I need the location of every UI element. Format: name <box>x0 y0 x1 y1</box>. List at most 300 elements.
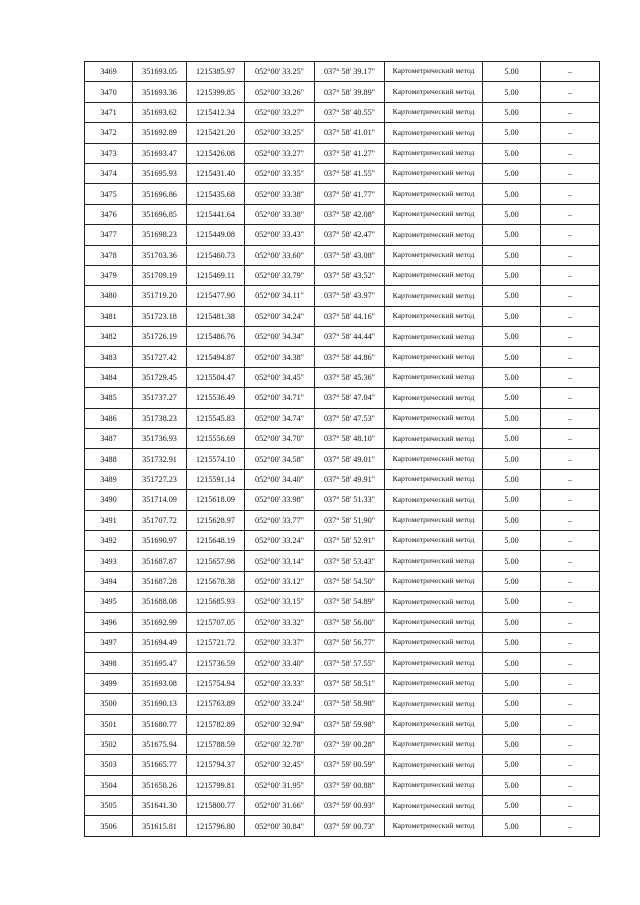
accuracy-cell: 5.00 <box>483 632 541 652</box>
x-coordinate-cell: 351723.18 <box>133 306 187 326</box>
accuracy-cell: 5.00 <box>483 327 541 347</box>
accuracy-cell: 5.00 <box>483 734 541 754</box>
x-coordinate-cell: 351737.27 <box>133 388 187 408</box>
method-cell: Картометрический метод <box>385 184 483 204</box>
x-coordinate-cell: 351738.23 <box>133 408 187 428</box>
note-cell: – <box>541 306 600 326</box>
point-number-cell: 3484 <box>85 367 133 387</box>
point-number-cell: 3504 <box>85 775 133 795</box>
method-cell: Картометрический метод <box>385 408 483 428</box>
point-number-cell: 3499 <box>85 673 133 693</box>
table-row <box>85 123 600 143</box>
accuracy-cell: 5.00 <box>483 796 541 816</box>
y-coordinate-cell: 1215504.47 <box>187 367 245 387</box>
point-number-cell: 3500 <box>85 694 133 714</box>
latitude-cell: 052°00' 33.37" <box>245 632 315 652</box>
note-cell: – <box>541 571 600 591</box>
method-cell: Картометрический метод <box>385 327 483 347</box>
longitude-cell: 037° 58' 44.86" <box>315 347 385 367</box>
latitude-cell: 052°00' 33.79" <box>245 265 315 285</box>
accuracy-cell: 5.00 <box>483 286 541 306</box>
longitude-cell: 037° 58' 59.98" <box>315 714 385 734</box>
accuracy-cell: 5.00 <box>483 755 541 775</box>
method-cell: Картометрический метод <box>385 82 483 102</box>
accuracy-cell: 5.00 <box>483 62 541 82</box>
y-coordinate-cell: 1215782.89 <box>187 714 245 734</box>
x-coordinate-cell: 351680.77 <box>133 714 187 734</box>
method-cell: Картометрический метод <box>385 775 483 795</box>
x-coordinate-cell: 351687.28 <box>133 571 187 591</box>
longitude-cell: 037° 58' 58.51" <box>315 673 385 693</box>
note-cell: – <box>541 184 600 204</box>
point-number-cell: 3496 <box>85 612 133 632</box>
longitude-cell: 037° 58' 39.17" <box>315 62 385 82</box>
latitude-cell: 052°00' 34.34" <box>245 327 315 347</box>
point-number-cell: 3471 <box>85 102 133 122</box>
table-row <box>85 796 600 816</box>
accuracy-cell: 5.00 <box>483 714 541 734</box>
note-cell: – <box>541 449 600 469</box>
note-cell: – <box>541 204 600 224</box>
table-row <box>85 184 600 204</box>
accuracy-cell: 5.00 <box>483 490 541 510</box>
note-cell: – <box>541 755 600 775</box>
point-number-cell: 3502 <box>85 734 133 754</box>
x-coordinate-cell: 351690.13 <box>133 694 187 714</box>
y-coordinate-cell: 1215799.81 <box>187 775 245 795</box>
y-coordinate-cell: 1215431.40 <box>187 163 245 183</box>
point-number-cell: 3488 <box>85 449 133 469</box>
method-cell: Картометрический метод <box>385 734 483 754</box>
x-coordinate-cell: 351615.81 <box>133 816 187 836</box>
table-row <box>85 82 600 102</box>
latitude-cell: 052°00' 34.71" <box>245 388 315 408</box>
longitude-cell: 037° 58' 41.55" <box>315 163 385 183</box>
x-coordinate-cell: 351688.08 <box>133 592 187 612</box>
latitude-cell: 052°00' 33.27" <box>245 143 315 163</box>
x-coordinate-cell: 351727.42 <box>133 347 187 367</box>
coordinates-table <box>84 61 600 837</box>
table-row <box>85 612 600 632</box>
accuracy-cell: 5.00 <box>483 775 541 795</box>
method-cell: Картометрический метод <box>385 816 483 836</box>
method-cell: Картометрический метод <box>385 755 483 775</box>
y-coordinate-cell: 1215678.38 <box>187 571 245 591</box>
x-coordinate-cell: 351693.08 <box>133 673 187 693</box>
latitude-cell: 052°00' 33.24" <box>245 530 315 550</box>
table-row <box>85 367 600 387</box>
method-cell: Картометрический метод <box>385 388 483 408</box>
table-row <box>85 388 600 408</box>
table-row <box>85 204 600 224</box>
longitude-cell: 037° 58' 53.43" <box>315 551 385 571</box>
table-row <box>85 102 600 122</box>
latitude-cell: 052°00' 33.60" <box>245 245 315 265</box>
method-cell: Картометрический метод <box>385 796 483 816</box>
y-coordinate-cell: 1215399.85 <box>187 82 245 102</box>
longitude-cell: 037° 58' 56.00" <box>315 612 385 632</box>
method-cell: Картометрический метод <box>385 571 483 591</box>
note-cell: – <box>541 530 600 550</box>
accuracy-cell: 5.00 <box>483 306 541 326</box>
note-cell: – <box>541 347 600 367</box>
point-number-cell: 3480 <box>85 286 133 306</box>
table-row <box>85 306 600 326</box>
point-number-cell: 3483 <box>85 347 133 367</box>
table-row <box>85 408 600 428</box>
longitude-cell: 037° 59' 00.28" <box>315 734 385 754</box>
accuracy-cell: 5.00 <box>483 571 541 591</box>
point-number-cell: 3487 <box>85 429 133 449</box>
y-coordinate-cell: 1215412.34 <box>187 102 245 122</box>
longitude-cell: 037° 58' 58.98" <box>315 694 385 714</box>
point-number-cell: 3473 <box>85 143 133 163</box>
x-coordinate-cell: 351696.85 <box>133 204 187 224</box>
table-row <box>85 245 600 265</box>
point-number-cell: 3485 <box>85 388 133 408</box>
table-row <box>85 347 600 367</box>
accuracy-cell: 5.00 <box>483 245 541 265</box>
x-coordinate-cell: 351641.30 <box>133 796 187 816</box>
longitude-cell: 037° 58' 44.16" <box>315 306 385 326</box>
method-cell: Картометрический метод <box>385 612 483 632</box>
accuracy-cell: 5.00 <box>483 225 541 245</box>
y-coordinate-cell: 1215800.77 <box>187 796 245 816</box>
latitude-cell: 052°00' 31.95" <box>245 775 315 795</box>
accuracy-cell: 5.00 <box>483 123 541 143</box>
accuracy-cell: 5.00 <box>483 653 541 673</box>
accuracy-cell: 5.00 <box>483 673 541 693</box>
method-cell: Картометрический метод <box>385 225 483 245</box>
latitude-cell: 052°00' 33.14" <box>245 551 315 571</box>
longitude-cell: 037° 58' 43.52" <box>315 265 385 285</box>
point-number-cell: 3478 <box>85 245 133 265</box>
accuracy-cell: 5.00 <box>483 429 541 449</box>
longitude-cell: 037° 58' 52.91" <box>315 530 385 550</box>
note-cell: – <box>541 694 600 714</box>
point-number-cell: 3494 <box>85 571 133 591</box>
x-coordinate-cell: 351693.36 <box>133 82 187 102</box>
note-cell: – <box>541 143 600 163</box>
table-row <box>85 775 600 795</box>
y-coordinate-cell: 1215494.87 <box>187 347 245 367</box>
longitude-cell: 037° 58' 43.08" <box>315 245 385 265</box>
y-coordinate-cell: 1215707.05 <box>187 612 245 632</box>
table-row <box>85 327 600 347</box>
longitude-cell: 037° 58' 49.01" <box>315 449 385 469</box>
table-row <box>85 755 600 775</box>
table-row <box>85 265 600 285</box>
table-row <box>85 653 600 673</box>
longitude-cell: 037° 58' 54.89" <box>315 592 385 612</box>
latitude-cell: 052°00' 33.12" <box>245 571 315 591</box>
table-row <box>85 225 600 245</box>
y-coordinate-cell: 1215591.14 <box>187 469 245 489</box>
method-cell: Картометрический метод <box>385 510 483 530</box>
x-coordinate-cell: 351695.93 <box>133 163 187 183</box>
y-coordinate-cell: 1215794.37 <box>187 755 245 775</box>
y-coordinate-cell: 1215628.97 <box>187 510 245 530</box>
latitude-cell: 052°00' 33.77" <box>245 510 315 530</box>
point-number-cell: 3472 <box>85 123 133 143</box>
longitude-cell: 037° 58' 43.97" <box>315 286 385 306</box>
point-number-cell: 3501 <box>85 714 133 734</box>
latitude-cell: 052°00' 34.11" <box>245 286 315 306</box>
x-coordinate-cell: 351692.99 <box>133 612 187 632</box>
method-cell: Картометрический метод <box>385 469 483 489</box>
method-cell: Картометрический метод <box>385 714 483 734</box>
accuracy-cell: 5.00 <box>483 265 541 285</box>
x-coordinate-cell: 351709.19 <box>133 265 187 285</box>
table-row <box>85 429 600 449</box>
method-cell: Картометрический метод <box>385 245 483 265</box>
note-cell: – <box>541 510 600 530</box>
accuracy-cell: 5.00 <box>483 184 541 204</box>
longitude-cell: 037° 58' 42.08" <box>315 204 385 224</box>
table-row <box>85 816 600 836</box>
accuracy-cell: 5.00 <box>483 694 541 714</box>
longitude-cell: 037° 58' 47.04" <box>315 388 385 408</box>
latitude-cell: 052°00' 33.25" <box>245 123 315 143</box>
table-body <box>85 62 600 837</box>
x-coordinate-cell: 351665.77 <box>133 755 187 775</box>
table-row <box>85 592 600 612</box>
table-row <box>85 449 600 469</box>
method-cell: Картометрический метод <box>385 653 483 673</box>
y-coordinate-cell: 1215385.97 <box>187 62 245 82</box>
note-cell: – <box>541 367 600 387</box>
longitude-cell: 037° 59' 00.93" <box>315 796 385 816</box>
note-cell: – <box>541 429 600 449</box>
y-coordinate-cell: 1215574.10 <box>187 449 245 469</box>
accuracy-cell: 5.00 <box>483 592 541 612</box>
note-cell: – <box>541 245 600 265</box>
x-coordinate-cell: 351696.86 <box>133 184 187 204</box>
table-row <box>85 571 600 591</box>
note-cell: – <box>541 796 600 816</box>
x-coordinate-cell: 351694.49 <box>133 632 187 652</box>
point-number-cell: 3497 <box>85 632 133 652</box>
method-cell: Картометрический метод <box>385 347 483 367</box>
accuracy-cell: 5.00 <box>483 469 541 489</box>
point-number-cell: 3470 <box>85 82 133 102</box>
latitude-cell: 052°00' 33.38" <box>245 184 315 204</box>
point-number-cell: 3475 <box>85 184 133 204</box>
method-cell: Картометрический метод <box>385 429 483 449</box>
table-row <box>85 530 600 550</box>
method-cell: Картометрический метод <box>385 673 483 693</box>
accuracy-cell: 5.00 <box>483 347 541 367</box>
longitude-cell: 037° 58' 44.44" <box>315 327 385 347</box>
y-coordinate-cell: 1215536.49 <box>187 388 245 408</box>
x-coordinate-cell: 351707.72 <box>133 510 187 530</box>
point-number-cell: 3498 <box>85 653 133 673</box>
point-number-cell: 3474 <box>85 163 133 183</box>
note-cell: – <box>541 163 600 183</box>
note-cell: – <box>541 612 600 632</box>
longitude-cell: 037° 58' 51.33" <box>315 490 385 510</box>
table-row <box>85 673 600 693</box>
method-cell: Картометрический метод <box>385 632 483 652</box>
latitude-cell: 052°00' 33.25" <box>245 62 315 82</box>
point-number-cell: 3477 <box>85 225 133 245</box>
note-cell: – <box>541 551 600 571</box>
longitude-cell: 037° 58' 41.77" <box>315 184 385 204</box>
y-coordinate-cell: 1215421.20 <box>187 123 245 143</box>
x-coordinate-cell: 351726.19 <box>133 327 187 347</box>
note-cell: – <box>541 653 600 673</box>
longitude-cell: 037° 58' 49.91" <box>315 469 385 489</box>
point-number-cell: 3490 <box>85 490 133 510</box>
longitude-cell: 037° 58' 54.50" <box>315 571 385 591</box>
method-cell: Картометрический метод <box>385 592 483 612</box>
x-coordinate-cell: 351693.47 <box>133 143 187 163</box>
table-row <box>85 632 600 652</box>
note-cell: – <box>541 632 600 652</box>
y-coordinate-cell: 1215441.64 <box>187 204 245 224</box>
latitude-cell: 052°00' 33.24" <box>245 694 315 714</box>
longitude-cell: 037° 58' 41.27" <box>315 143 385 163</box>
x-coordinate-cell: 351698.23 <box>133 225 187 245</box>
x-coordinate-cell: 351695.47 <box>133 653 187 673</box>
longitude-cell: 037° 58' 40.55" <box>315 102 385 122</box>
note-cell: – <box>541 327 600 347</box>
point-number-cell: 3495 <box>85 592 133 612</box>
note-cell: – <box>541 816 600 836</box>
point-number-cell: 3493 <box>85 551 133 571</box>
y-coordinate-cell: 1215796.80 <box>187 816 245 836</box>
accuracy-cell: 5.00 <box>483 408 541 428</box>
note-cell: – <box>541 102 600 122</box>
method-cell: Картометрический метод <box>385 551 483 571</box>
y-coordinate-cell: 1215788.59 <box>187 734 245 754</box>
note-cell: – <box>541 265 600 285</box>
y-coordinate-cell: 1215469.11 <box>187 265 245 285</box>
latitude-cell: 052°00' 31.66" <box>245 796 315 816</box>
accuracy-cell: 5.00 <box>483 551 541 571</box>
method-cell: Картометрический метод <box>385 490 483 510</box>
y-coordinate-cell: 1215657.98 <box>187 551 245 571</box>
note-cell: – <box>541 286 600 306</box>
x-coordinate-cell: 351727.23 <box>133 469 187 489</box>
latitude-cell: 052°00' 34.24" <box>245 306 315 326</box>
y-coordinate-cell: 1215754.94 <box>187 673 245 693</box>
x-coordinate-cell: 351675.94 <box>133 734 187 754</box>
longitude-cell: 037° 58' 57.55" <box>315 653 385 673</box>
table-row <box>85 163 600 183</box>
latitude-cell: 052°00' 33.35" <box>245 163 315 183</box>
latitude-cell: 052°00' 34.38" <box>245 347 315 367</box>
table-row <box>85 469 600 489</box>
latitude-cell: 052°00' 34.58" <box>245 449 315 469</box>
table-row <box>85 62 600 82</box>
accuracy-cell: 5.00 <box>483 367 541 387</box>
y-coordinate-cell: 1215556.69 <box>187 429 245 449</box>
y-coordinate-cell: 1215481.38 <box>187 306 245 326</box>
x-coordinate-cell: 351692.89 <box>133 123 187 143</box>
accuracy-cell: 5.00 <box>483 388 541 408</box>
latitude-cell: 052°00' 33.43" <box>245 225 315 245</box>
x-coordinate-cell: 351687.87 <box>133 551 187 571</box>
accuracy-cell: 5.00 <box>483 612 541 632</box>
latitude-cell: 052°00' 34.74" <box>245 408 315 428</box>
point-number-cell: 3492 <box>85 530 133 550</box>
latitude-cell: 052°00' 30.84" <box>245 816 315 836</box>
point-number-cell: 3481 <box>85 306 133 326</box>
method-cell: Картометрический метод <box>385 204 483 224</box>
accuracy-cell: 5.00 <box>483 143 541 163</box>
latitude-cell: 052°00' 33.32" <box>245 612 315 632</box>
latitude-cell: 052°00' 33.15" <box>245 592 315 612</box>
note-cell: – <box>541 734 600 754</box>
accuracy-cell: 5.00 <box>483 816 541 836</box>
accuracy-cell: 5.00 <box>483 204 541 224</box>
point-number-cell: 3479 <box>85 265 133 285</box>
x-coordinate-cell: 351693.05 <box>133 62 187 82</box>
note-cell: – <box>541 775 600 795</box>
method-cell: Картометрический метод <box>385 449 483 469</box>
method-cell: Картометрический метод <box>385 62 483 82</box>
table-row <box>85 143 600 163</box>
latitude-cell: 052°00' 34.45" <box>245 367 315 387</box>
note-cell: – <box>541 490 600 510</box>
accuracy-cell: 5.00 <box>483 510 541 530</box>
y-coordinate-cell: 1215685.93 <box>187 592 245 612</box>
longitude-cell: 037° 59' 00.59" <box>315 755 385 775</box>
longitude-cell: 037° 58' 56.77" <box>315 632 385 652</box>
method-cell: Картометрический метод <box>385 143 483 163</box>
point-number-cell: 3482 <box>85 327 133 347</box>
method-cell: Картометрический метод <box>385 102 483 122</box>
longitude-cell: 037° 58' 48.10" <box>315 429 385 449</box>
x-coordinate-cell: 351736.93 <box>133 429 187 449</box>
y-coordinate-cell: 1215449.08 <box>187 225 245 245</box>
x-coordinate-cell: 351732.91 <box>133 449 187 469</box>
method-cell: Картометрический метод <box>385 265 483 285</box>
point-number-cell: 3489 <box>85 469 133 489</box>
longitude-cell: 037° 59' 00.88" <box>315 775 385 795</box>
note-cell: – <box>541 592 600 612</box>
x-coordinate-cell: 351719.20 <box>133 286 187 306</box>
point-number-cell: 3486 <box>85 408 133 428</box>
method-cell: Картометрический метод <box>385 123 483 143</box>
method-cell: Картометрический метод <box>385 367 483 387</box>
longitude-cell: 037° 59' 00.73" <box>315 816 385 836</box>
point-number-cell: 3506 <box>85 816 133 836</box>
table-row <box>85 490 600 510</box>
y-coordinate-cell: 1215545.83 <box>187 408 245 428</box>
table-row <box>85 714 600 734</box>
y-coordinate-cell: 1215763.89 <box>187 694 245 714</box>
y-coordinate-cell: 1215435.68 <box>187 184 245 204</box>
latitude-cell: 052°00' 33.40" <box>245 653 315 673</box>
accuracy-cell: 5.00 <box>483 82 541 102</box>
point-number-cell: 3505 <box>85 796 133 816</box>
method-cell: Картометрический метод <box>385 286 483 306</box>
table-row <box>85 734 600 754</box>
table-row <box>85 551 600 571</box>
accuracy-cell: 5.00 <box>483 102 541 122</box>
note-cell: – <box>541 62 600 82</box>
y-coordinate-cell: 1215721.72 <box>187 632 245 652</box>
longitude-cell: 037° 58' 41.01" <box>315 123 385 143</box>
longitude-cell: 037° 58' 51.90" <box>315 510 385 530</box>
longitude-cell: 037° 58' 42.47" <box>315 225 385 245</box>
x-coordinate-cell: 351690.97 <box>133 530 187 550</box>
x-coordinate-cell: 351650.26 <box>133 775 187 795</box>
table-row <box>85 510 600 530</box>
note-cell: – <box>541 225 600 245</box>
